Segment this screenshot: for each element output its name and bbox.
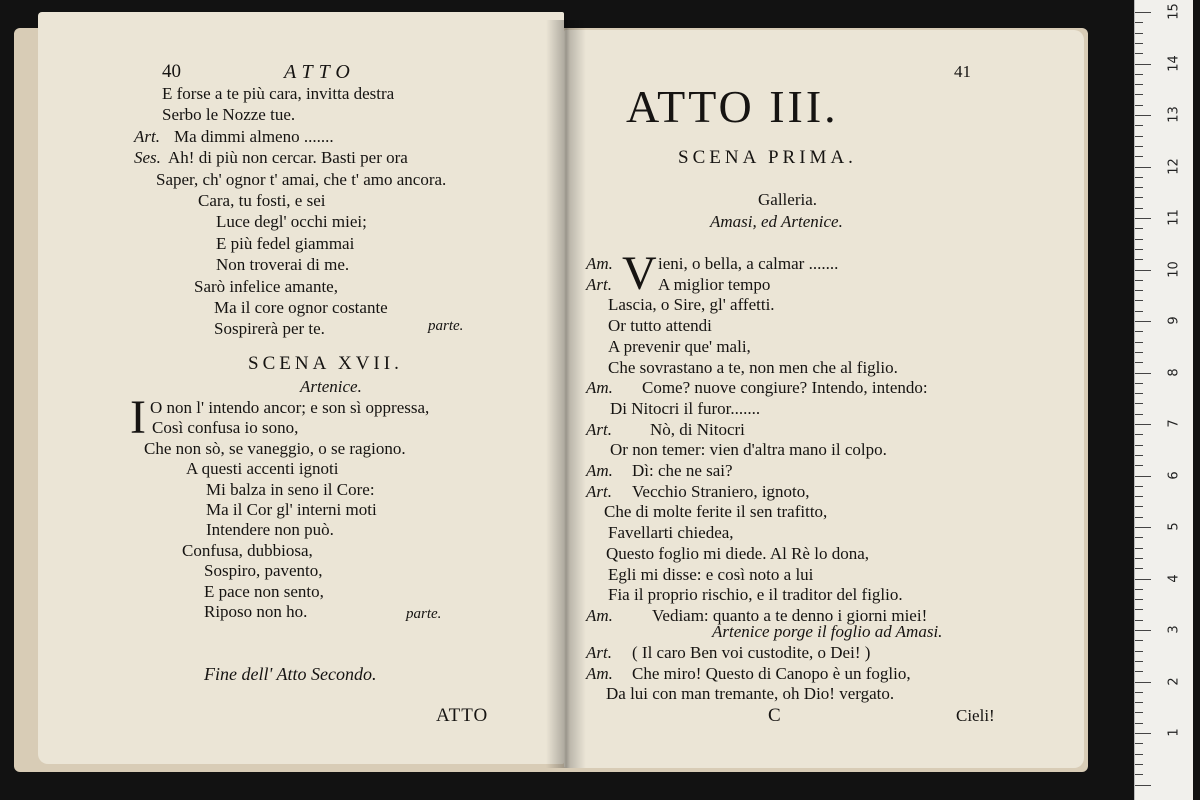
ruler-tick: [1135, 537, 1143, 538]
verse-line: Intendere non può.: [206, 520, 334, 540]
verse-line: Sospirerà per te.: [214, 319, 325, 339]
ruler-tick: [1135, 177, 1143, 178]
verse-line: Di Nitocri il furor.......: [610, 398, 761, 418]
ruler-tick: [1135, 53, 1143, 54]
ruler-tick: [1135, 651, 1143, 652]
ruler-label: 11: [1166, 209, 1182, 226]
ruler-tick: [1135, 785, 1151, 786]
scene-characters: Amasi, ed Artenice.: [710, 212, 843, 231]
verse-line: Sospiro, pavento,: [204, 561, 323, 581]
verse-line: Ma il Cor gl' interni moti: [206, 500, 377, 519]
ruler-tick: [1135, 496, 1143, 497]
verse-line: Da lui con man tremante, oh Dio! vergato.: [606, 684, 895, 704]
scene-setting: Galleria.: [758, 190, 817, 209]
ruler-tick: [1135, 609, 1143, 610]
ruler-tick: [1135, 12, 1151, 13]
ruler-tick: [1135, 239, 1143, 240]
catchword: Cieli!: [956, 706, 995, 725]
speaker-label: Art.: [586, 481, 612, 501]
speaker-label: Ses.: [134, 148, 161, 168]
verse-line: A questi accenti ignoti: [186, 459, 339, 479]
speaker-label: Art.: [586, 274, 612, 294]
ruler-tick: [1135, 723, 1143, 724]
verse-line: Come? nuove congiure? Intendo, intendo:: [642, 378, 928, 398]
ruler-label: 14: [1166, 54, 1182, 72]
stage-direction: Artenice porge il foglio ad Amasi.: [712, 622, 943, 641]
ruler-tick: [1135, 362, 1143, 363]
speaker-label: Am.: [586, 605, 613, 625]
verse-line: Che non sò, se vaneggio, o se ragiono.: [144, 438, 406, 458]
verse-line: E pace non sento,: [204, 581, 324, 601]
verse-line: Or non temer: vien d'altra mano il colpo.: [610, 440, 887, 460]
verse-line: Egli mi disse: e così noto a lui: [608, 564, 814, 584]
ruler-label: 4: [1166, 573, 1182, 583]
ruler-tick: [1135, 249, 1143, 250]
ruler-tick: [1135, 156, 1143, 157]
ruler-label: 7: [1166, 419, 1182, 428]
ruler-tick: [1135, 208, 1143, 209]
verse-line: Favellarti chiedea,: [608, 523, 734, 543]
ruler-tick: [1135, 712, 1143, 713]
ruler-label: 1: [1166, 728, 1182, 737]
ruler-tick: [1135, 300, 1143, 301]
verse-line: A miglior tempo: [658, 274, 771, 294]
verse-line: ieni, o bella, a calmar .......: [658, 254, 839, 273]
verse-line: Ma il core ognor costante: [214, 298, 388, 317]
verse-line: Così confusa io sono,: [152, 418, 299, 438]
right-page: [564, 30, 1084, 768]
ruler-tick: [1135, 476, 1151, 477]
ruler-tick: [1135, 640, 1143, 641]
speaker-label: Am.: [586, 663, 613, 683]
verse-line: E più fedel giammai: [216, 233, 355, 253]
signature-mark: C: [768, 705, 781, 726]
ruler-label: 8: [1166, 367, 1182, 377]
verse-line: Non troverai di me.: [216, 255, 350, 275]
page-number: 40: [162, 61, 181, 82]
ruler-tick: [1135, 682, 1151, 683]
ruler-label: 6: [1166, 470, 1182, 480]
speaker-label: Am.: [586, 461, 613, 480]
ruler-tick: [1135, 548, 1143, 549]
ruler-tick: [1135, 94, 1143, 95]
verse-line: E forse a te più cara, invitta destra: [162, 84, 395, 103]
ruler-tick: [1135, 311, 1143, 312]
ruler-tick: [1135, 331, 1143, 332]
ruler-tick: [1135, 754, 1143, 755]
ruler-tick: [1135, 167, 1151, 168]
ruler-tick: [1135, 589, 1143, 590]
ruler-tick: [1135, 630, 1151, 631]
ruler-tick: [1135, 661, 1143, 662]
ruler-tick: [1135, 579, 1151, 580]
speaker-label: Art.: [586, 419, 612, 439]
ruler-tick: [1135, 486, 1143, 487]
ruler-tick: [1135, 414, 1143, 415]
ruler-tick: [1135, 43, 1143, 44]
ruler-tick: [1135, 599, 1143, 600]
ruler-tick: [1135, 692, 1143, 693]
ruler-label: 2: [1166, 676, 1182, 686]
verse-line: Lascia, o Sire, gl' affetti.: [608, 295, 775, 315]
ruler-label: 9: [1166, 316, 1182, 325]
ruler-tick: [1135, 197, 1143, 198]
ruler-tick: [1135, 105, 1143, 106]
ruler-tick: [1135, 558, 1143, 559]
ruler-tick: [1135, 733, 1151, 734]
ruler-tick: [1135, 527, 1151, 528]
verse-line: O non l' intendo ancor; e son sì oppressa,: [150, 398, 430, 417]
scene-title: SCENA PRIMA.: [678, 147, 857, 168]
ruler-tick: [1135, 125, 1143, 126]
ruler-label: 3: [1166, 625, 1182, 634]
verse-line: ( Il caro Ben voi custodite, o Dei! ): [632, 643, 871, 662]
verse-line: Fia il proprio rischio, e il traditor del figlio.: [608, 585, 903, 605]
ruler-tick: [1135, 228, 1143, 229]
verse-line: Vediam: quanto a te denno i giorni miei!: [652, 605, 928, 625]
ruler-tick: [1135, 22, 1143, 23]
ruler-label: 15: [1166, 3, 1182, 20]
ruler-tick: [1135, 136, 1143, 137]
verse-line: Che sovrastano a te, non men che al figlio.: [608, 357, 898, 377]
ruler-tick: [1135, 424, 1151, 425]
ruler-tick: [1135, 743, 1143, 744]
verse-line: Vecchio Straniero, ignoto,: [632, 481, 810, 501]
speaker-label: Am.: [586, 378, 613, 398]
act-end-line: Fine dell' Atto Secondo.: [204, 664, 377, 684]
ruler-tick: [1135, 280, 1143, 281]
ruler-tick: [1135, 671, 1143, 672]
ruler-tick: [1135, 115, 1151, 116]
verse-line: Che miro! Questo di Canopo è un foglio,: [632, 663, 911, 683]
speaker-label: Am.: [586, 254, 613, 273]
measuring-ruler: [1134, 0, 1193, 800]
ruler-tick: [1135, 434, 1143, 435]
verse-line: Confusa, dubbiosa,: [182, 540, 313, 560]
verse-line: A prevenir que' mali,: [608, 336, 751, 356]
verse-line: Ah! di più non cercar. Basti per ora: [168, 148, 408, 168]
ruler-label: 13: [1166, 106, 1182, 123]
ruler-tick: [1135, 84, 1143, 85]
catchword: ATTO: [436, 705, 489, 726]
ruler-tick: [1135, 74, 1143, 75]
verse-line: Luce degl' occhi miei;: [216, 212, 367, 232]
page-gutter: [546, 20, 586, 768]
verse-line: Che di molte ferite il sen trafitto,: [604, 502, 828, 522]
ruler-tick: [1135, 146, 1143, 147]
ruler-tick: [1135, 393, 1143, 394]
ruler-tick: [1135, 290, 1143, 291]
ruler-label: 5: [1166, 522, 1182, 531]
scene-title: SCENA XVII.: [248, 353, 403, 374]
ruler-tick: [1135, 403, 1143, 404]
stage-exit: parte.: [428, 318, 464, 334]
verse-line: Dì: che ne sai?: [632, 461, 733, 480]
ruler-tick: [1135, 218, 1151, 219]
ruler-tick: [1135, 764, 1143, 765]
verse-line: Cara, tu fosti, e sei: [198, 191, 326, 210]
verse-line: Saper, ch' ognor t' amai, che t' amo ancora.: [156, 169, 447, 189]
ruler-label: 10: [1166, 260, 1182, 278]
verse-line: Or tutto attendi: [608, 316, 712, 336]
ruler-tick: [1135, 445, 1143, 446]
verse-line: Nò, di Nitocri: [650, 419, 745, 439]
ruler-tick: [1135, 568, 1143, 569]
verse-line: Riposo non ho.: [204, 602, 308, 621]
verse-line: Serbo le Nozze tue.: [162, 105, 296, 125]
left-page: [38, 12, 564, 764]
ruler-tick: [1135, 187, 1143, 188]
ruler-tick: [1135, 465, 1143, 466]
ruler-tick: [1135, 64, 1151, 65]
stage-exit: parte.: [406, 606, 442, 622]
drop-cap: V: [622, 247, 657, 300]
ruler-tick: [1135, 506, 1143, 507]
running-head: ATTO: [284, 61, 356, 83]
act-title: ATTO III.: [626, 81, 839, 132]
speaker-label: Art.: [134, 126, 160, 146]
verse-line: Questo foglio mi diede. Al Rè lo dona,: [606, 543, 869, 563]
verse-line: Sarò infelice amante,: [194, 276, 338, 296]
ruler-tick: [1135, 620, 1143, 621]
ruler-tick: [1135, 270, 1151, 271]
ruler-tick: [1135, 352, 1143, 353]
ruler-tick: [1135, 259, 1143, 260]
ruler-label: 12: [1166, 157, 1182, 175]
ruler-tick: [1135, 517, 1143, 518]
ruler-tick: [1135, 33, 1143, 34]
verse-line: Ma dimmi almeno .......: [174, 126, 334, 146]
ruler-tick: [1135, 383, 1143, 384]
ruler-tick: [1135, 342, 1143, 343]
ruler-tick: [1135, 702, 1143, 703]
speaker-label: Art.: [586, 643, 612, 662]
drop-cap: I: [130, 391, 146, 444]
ruler-tick: [1135, 373, 1151, 374]
verse-line: Mi balza in seno il Core:: [206, 479, 375, 499]
ruler-tick: [1135, 455, 1143, 456]
scene-character: Artenice.: [300, 377, 362, 396]
ruler-tick: [1135, 774, 1143, 775]
page-number: 41: [954, 62, 971, 81]
ruler-tick: [1135, 321, 1151, 322]
